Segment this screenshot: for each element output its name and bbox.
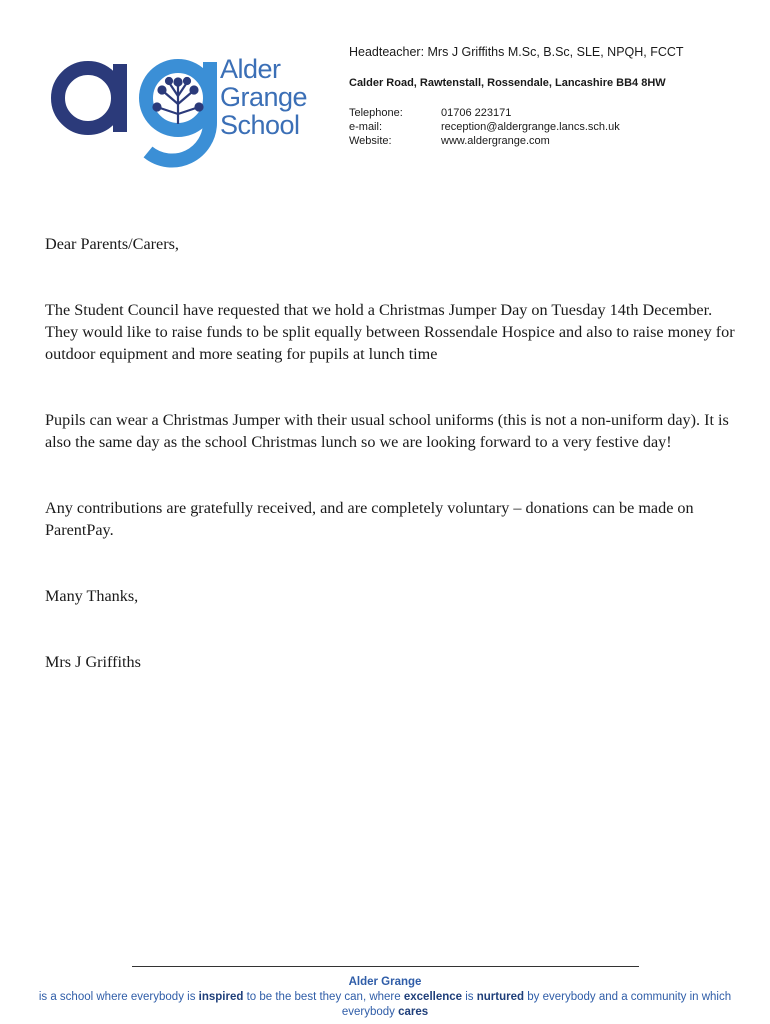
- school-name-logo-text: [220, 55, 307, 139]
- logo-a-letter: [58, 64, 127, 132]
- website-value: www.aldergrange.com: [441, 135, 550, 147]
- letter-body: [45, 233, 735, 673]
- headteacher-line: Headteacher: Mrs J Griffiths M.Sc, B.Sc, SLE, NPQH, FCCT: [349, 45, 684, 59]
- footer-text: is: [462, 991, 477, 1003]
- footer-text: by everybody and a community in which everybody: [341, 991, 732, 1018]
- website-label: Website:: [349, 135, 392, 147]
- telephone-label: Telephone:: [349, 107, 403, 119]
- letter-greeting: Dear Parents/Carers,: [45, 235, 179, 253]
- footer-text: is a school where everybody is: [38, 991, 199, 1003]
- footer-text: to be the best they can, where: [243, 991, 404, 1003]
- footer-emphasis-cares: cares: [398, 1006, 429, 1018]
- footer-school-name: Alder Grange: [348, 976, 422, 988]
- footer-motto: [20, 975, 750, 1020]
- footer-emphasis-inspired: inspired: [198, 991, 244, 1003]
- contact-details: [349, 106, 684, 148]
- footer-emphasis-excellence: excellence: [403, 991, 463, 1003]
- school-address: Calder Road, Rawtenstall, Rossendale, Lancashire BB4 8HW: [349, 77, 666, 89]
- logo-line-alder: Alder: [220, 54, 281, 84]
- email-value: reception@aldergrange.lancs.sch.uk: [441, 121, 620, 133]
- letter-signature: Mrs J Griffiths: [45, 653, 141, 671]
- logo-line-school: School: [220, 110, 300, 140]
- email-label: e-mail:: [349, 121, 383, 133]
- letter-paragraph: The Student Council have requested that we hold a Christmas Jumper Day on Tuesday 14th December. They would like to raise funds to be split equally between Rossendale Hospice and also to raise money for outdoor equipment and more seating for pupils at lunch time: [45, 301, 735, 363]
- telephone-value: 01706 223171: [441, 107, 512, 119]
- letter-paragraph: Pupils can wear a Christmas Jumper with their usual school uniforms (this is not a non-uniform day). It is also the same day as the school Christmas lunch so we are looking forward to a very festive day!: [45, 411, 729, 451]
- letterhead-info: [349, 44, 684, 148]
- letter-closing: Many Thanks,: [45, 587, 139, 605]
- footer-divider: [132, 966, 639, 967]
- logo-line-grange: Grange: [220, 82, 308, 112]
- letter-paragraph: Any contributions are gratefully received, and are completely voluntary – donations can be made on ParentPay.: [45, 499, 694, 539]
- footer-emphasis-nurtured: nurtured: [476, 991, 525, 1003]
